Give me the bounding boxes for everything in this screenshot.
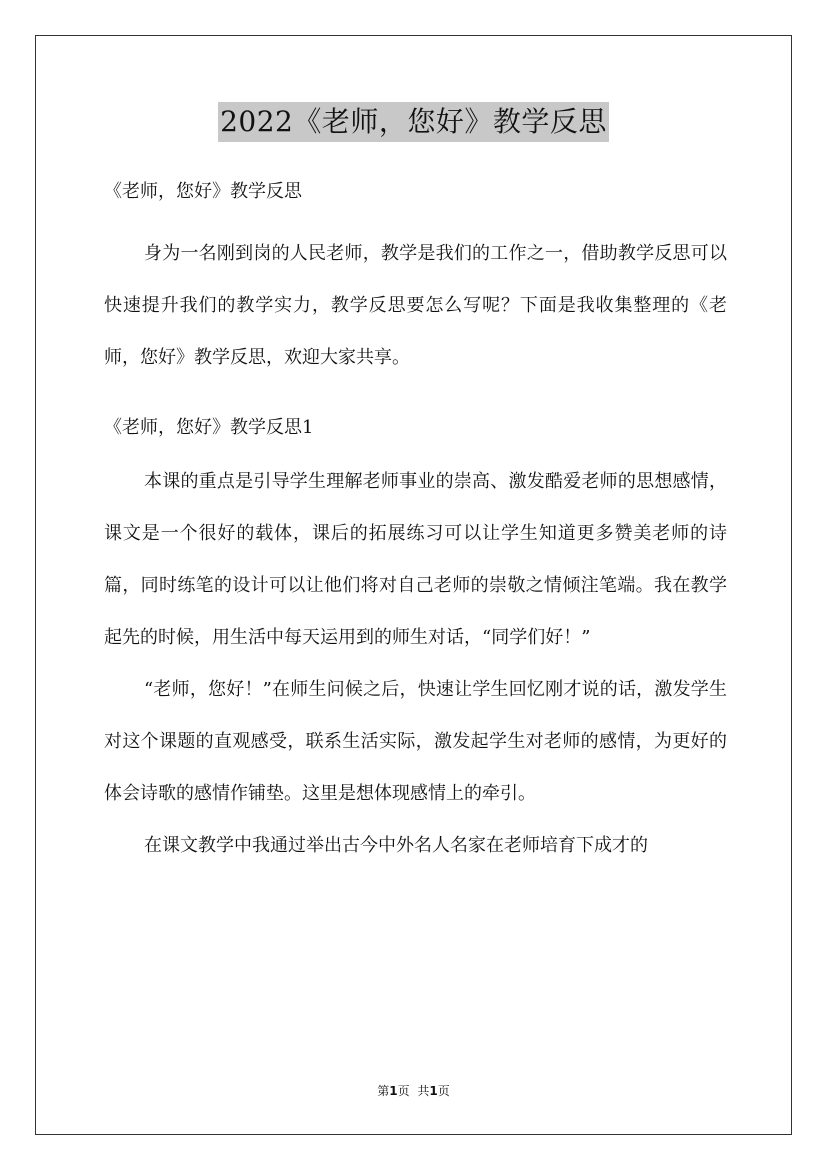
section-body xyxy=(104,456,727,872)
page-prefix: 第 xyxy=(377,1084,390,1098)
document-body xyxy=(104,176,727,872)
section-heading: 《老师，您好》教学反思1 xyxy=(104,417,314,438)
document-title-text: 2022《老师，您好》教学反思 xyxy=(218,102,609,142)
document-title xyxy=(0,101,827,142)
section-paragraph: 本课的重点是引导学生理解老师事业的崇高、激发酷爱老师的思想感情，课文是一个很好的载体，课后的拓展练习可以让学生知道更多赞美老师的诗篇，同时练笔的设计可以让他们将对自己老师的崇敬之情倾注笔端。我在教学起先的时候，用生活中每天运用到的师生对话，“同学们好！” xyxy=(104,471,727,648)
section-paragraph: “老师，您好！”在师生问候之后，快速让学生回忆刚才说的话，激发学生对这个课题的直观感受，联系生活实际，激发起学生对老师的感情，为更好的体会诗歌的感情作铺垫。这里是想体现感情上的牵引。 xyxy=(104,679,727,804)
intro-block xyxy=(104,228,727,384)
total-suffix: 页 xyxy=(437,1084,450,1098)
document-subtitle: 《老师，您好》教学反思 xyxy=(104,181,302,202)
page-number: 1 xyxy=(389,1084,398,1098)
section-paragraph: 在课文教学中我通过举出古今中外名人名家在老师培育下成才的 xyxy=(144,835,648,856)
page-suffix: 页 xyxy=(397,1084,410,1098)
total-prefix: 共 xyxy=(417,1084,430,1098)
total-pages: 1 xyxy=(429,1084,438,1098)
intro-paragraph: 身为一名刚到岗的人民老师，教学是我们的工作之一，借助教学反思可以快速提升我们的教学实力，教学反思要怎么写呢？下面是我收集整理的《老师，您好》教学反思，欢迎大家共享。 xyxy=(104,243,727,368)
page-footer xyxy=(0,1083,827,1099)
